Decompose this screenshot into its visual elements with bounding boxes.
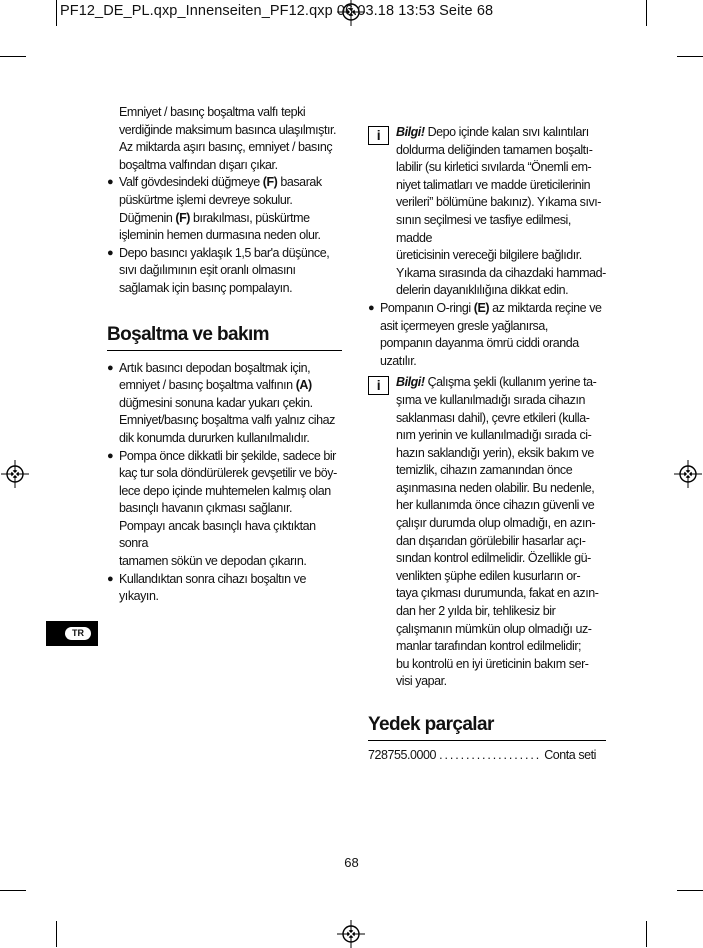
text-line: saklanması dahil), çevre etkileri (kulla-	[396, 410, 590, 425]
info-note	[368, 374, 606, 691]
info-label: Bilgi!	[396, 375, 425, 390]
text-line: sından kontrol edilmelidir. Özellikle gü-	[396, 551, 591, 566]
text-line: sıvı dağılımının eşit oranlı olmasını	[119, 263, 296, 278]
bullet-item	[107, 448, 342, 571]
text-line: hazın saklandığı yerin), eksik bakım ve	[396, 445, 594, 460]
text-line: verileri” bölümüne bakınız). Yıkama sıvı-	[396, 195, 602, 210]
crop-mark	[56, 0, 57, 26]
info-label: Bilgi!	[396, 125, 425, 139]
text-line: asit içermeyen gresle yağlanırsa,	[380, 318, 548, 333]
text-line: tamamen sökün ve depodan çıkarın.	[119, 554, 307, 569]
bullet-item	[107, 360, 342, 448]
text-line: aşınmasına neden olabilir. Bu nedenle,	[396, 480, 595, 495]
language-badge: TR	[65, 627, 91, 640]
text-line: taya çıkması durumunda, fakat en azın-	[396, 586, 599, 601]
parts-row	[368, 747, 606, 765]
part-number: 728755.0000	[368, 748, 437, 762]
crop-mark	[0, 890, 26, 891]
text-line: dan her 2 yılda bir, tehlikesiz bir	[396, 604, 556, 619]
text-line: sının seçilmesi ve tasfiye edilmesi, madde	[396, 212, 571, 245]
text-line: sağlamak için basınç pompalayın.	[119, 280, 293, 295]
registration-mark-icon	[1, 460, 29, 488]
text-line: dan dışarıdan görülebilir hasarlar açı-	[396, 533, 586, 548]
crop-mark	[646, 0, 647, 26]
text-run: Pompanın O-ringi	[380, 300, 474, 315]
key-letter: (A)	[295, 378, 312, 393]
crop-mark	[646, 921, 647, 947]
text-line: çalışmanın mümkün olup olmadığı uz-	[396, 621, 592, 636]
text-line: basınçlı havanın çıkması sağlanır.	[119, 501, 292, 516]
crop-mark	[677, 890, 703, 891]
text-line: niyet talimatları ve madde üreticilerinin	[396, 177, 591, 192]
text-line: ● Depo basıncı yaklaşık 1,5 bar'a düşünce,	[119, 245, 330, 260]
key-letter: (E)	[473, 300, 490, 315]
text-line: ● Kullandıktan sonra cihazı boşaltın ve yıkayın.	[119, 571, 306, 604]
text-line: her kullanımda önce cihazın güvenli ve	[396, 498, 595, 513]
text-line: manlar tarafından kontrol edilmelidir;	[396, 639, 582, 654]
text-run: emniyet / basınç boşaltma valfının	[119, 378, 296, 393]
info-note	[368, 124, 606, 300]
text-line: temizlik, cihazın zamanından önce	[396, 463, 573, 478]
text-line: doldurma deliğinden tamamen boşaltı-	[396, 142, 593, 157]
text-line: nım yerinin ve kullanılmadığı sırada ci-	[396, 428, 592, 443]
text-run: az miktarda reçine ve	[489, 300, 602, 315]
key-letter: (F)	[262, 175, 278, 190]
crop-mark	[0, 56, 26, 57]
text-line: Az miktarda aşırı basınç, emniyet / basınç	[119, 140, 333, 155]
text-line: Pompayı ancak basınçlı hava çıktıktan sonra	[119, 518, 316, 551]
text-run: Düğmenin	[119, 210, 176, 225]
crop-mark	[56, 921, 57, 947]
text-line: ● Artık basıncı depodan boşaltmak için,	[119, 360, 311, 375]
page-number: 68	[344, 855, 359, 870]
text-line: üreticisinin vereceği bilgilere bağlıdır.	[396, 248, 582, 263]
leader-dots: ...................	[439, 748, 542, 762]
text-line: lece depo içinde muhtemelen kalmış olan	[119, 483, 331, 498]
bullet-item	[107, 174, 342, 244]
text-line: dik konumda dururken kullanılmalıdır.	[119, 430, 310, 445]
text-run: Depo içinde kalan sıvı kalıntıları	[424, 125, 589, 139]
text-line: visi yapar.	[396, 674, 447, 689]
part-name: Conta seti	[544, 748, 596, 762]
language-tab	[46, 621, 98, 646]
bullet-item	[107, 245, 342, 298]
text-line: Emniyet / basınç boşaltma valfı tepki	[119, 105, 306, 119]
info-icon: i	[368, 376, 389, 395]
text-run: Çalışma şekli (kullanım yerine ta-	[424, 375, 597, 390]
text-line: şıma ve kullanılmadığı sırada cihazın	[396, 392, 586, 407]
bullet-item	[368, 300, 606, 370]
text-line: boşaltma valfından dışarı çıkar.	[119, 157, 278, 172]
text-run: Valf gövdesindeki düğmeye	[119, 175, 263, 190]
text-line: Yıkama sırasında da cihazdaki hammad-	[396, 265, 606, 280]
text-line: labilir (su kirletici sıvılarda “Önemli em-	[396, 160, 592, 175]
text-line: uzatılır.	[380, 353, 417, 368]
text-line: bu kontrolü en iyi üreticinin bakım ser-	[396, 656, 589, 671]
text-line: çalışır durumda olup olmadığı, en azın-	[396, 516, 596, 531]
print-slug: PF12_DE_PL.qxp_Innenseiten_PF12.qxp 06.03.18 13:53 Seite 68	[60, 3, 494, 19]
right-column	[368, 124, 606, 765]
text-line: düğmesini sonuna kadar yukarı çekin.	[119, 395, 313, 410]
left-column	[107, 104, 342, 606]
info-icon: i	[368, 126, 389, 145]
text-line: kaç tur sola döndürülerek gevşetilir ve böy-	[119, 466, 337, 481]
crop-mark	[677, 56, 703, 57]
key-letter: (F)	[175, 210, 191, 225]
text-line: delerin dayanıklılığına dikkat edin.	[396, 283, 569, 298]
text-line: venlikten şüphe edilen kusurların or-	[396, 568, 581, 583]
text-run: bırakılması, püskürtme	[190, 210, 310, 225]
text-line: püskürtme işlemi devreye sokulur.	[119, 192, 293, 207]
section-heading: Yedek parçalar	[368, 713, 606, 741]
text-line: pompanın dayanma ömrü ciddi oranda	[380, 336, 579, 351]
registration-mark-icon	[337, 920, 365, 948]
registration-mark-icon	[674, 460, 702, 488]
section-heading: Boşaltma ve bakım	[107, 323, 342, 351]
text-line: verdiğinde maksimum basınca ulaşılmıştır.	[119, 122, 337, 137]
text-run: basarak	[277, 175, 322, 190]
text-line: ● Pompa önce dikkatli bir şekilde, sadece bir	[119, 448, 336, 463]
bullet-item	[107, 571, 342, 606]
text-line: Emniyet/basınç boşaltma valfı yalnız cihaz	[119, 413, 335, 428]
text-line: işleminin hemen durmasına neden olur.	[119, 228, 321, 243]
